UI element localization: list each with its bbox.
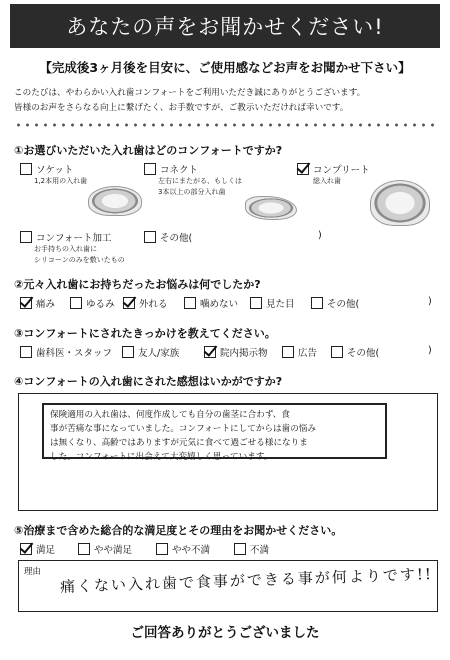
q3-other-close: ) <box>428 345 432 356</box>
q2-option-looseness[interactable]: ゆるみ <box>70 296 115 310</box>
q2-option-appearance[interactable]: 見た目 <box>250 296 295 310</box>
q5-option-somewhat-dissatisfied[interactable]: やや不満 <box>156 542 210 556</box>
checkbox-checked[interactable] <box>297 163 309 175</box>
intro-line: このたびは、やわらかい入れ歯コンフォートをご利用いただき誠にありがとうございます。 <box>14 88 366 98</box>
partial-denture-image <box>88 186 142 216</box>
checkbox[interactable] <box>282 346 294 358</box>
question-1-title: ①お選びいただいた入れ歯はどのコンフォートですか? <box>14 144 283 157</box>
checkbox-checked[interactable] <box>20 543 32 555</box>
checkbox[interactable] <box>78 543 90 555</box>
closing-message: ご回答ありがとうございました <box>130 625 320 641</box>
q1-option-other[interactable]: その他( <box>144 230 192 244</box>
reason-label: 理由 <box>24 567 42 577</box>
header-banner <box>10 4 440 48</box>
checkbox[interactable] <box>184 297 196 309</box>
connect-denture-image <box>245 196 297 220</box>
checkbox[interactable] <box>311 297 323 309</box>
q5-option-somewhat-satisfied[interactable]: やや満足 <box>78 542 132 556</box>
intro-line: 皆様のお声をさらなる向上に繋げたく、お手数ですが、ご教示いただければ幸いです。 <box>14 103 349 113</box>
q1-option-comfort-processing[interactable]: コンフォート加工 お手持ちの入れ歯に シリコーンのみを敷いたもの <box>20 230 125 266</box>
q3-option-clinic-poster[interactable]: 院内掲示物 <box>204 345 268 359</box>
q1-option-connect[interactable]: コネクト 左右にまたがる、もしくは 3本以上の部分入れ歯 <box>144 162 242 198</box>
checkbox[interactable] <box>20 163 32 175</box>
question-4-title: ④コンフォートの入れ歯にされた感想はいかがですか? <box>14 375 283 388</box>
checkbox-checked[interactable] <box>204 346 216 358</box>
question-2-title: ②元々入れ歯にお持ちだったお悩みは何でしたか? <box>14 278 261 291</box>
q3-option-advertisement[interactable]: 広告 <box>282 345 317 359</box>
checkbox-checked[interactable] <box>123 297 135 309</box>
q2-option-pain[interactable]: 痛み <box>20 296 55 310</box>
q2-option-cannot-chew[interactable]: 噛めない <box>184 296 238 310</box>
question-5-title: ⑤治療まで含めた総合的な満足度とその理由をお聞かせください。 <box>14 524 343 537</box>
checkbox[interactable] <box>234 543 246 555</box>
q1-option-socket[interactable]: ソケット 1,2本用の入れ歯 <box>20 162 87 187</box>
checkbox[interactable] <box>144 231 156 243</box>
q3-option-friend-family[interactable]: 友人/家族 <box>122 345 179 359</box>
checkbox[interactable] <box>331 346 343 358</box>
q1-other-close: ) <box>318 230 322 241</box>
complete-denture-image <box>370 180 430 226</box>
page-title: あなたの声をお聞かせください! <box>66 15 384 39</box>
checkbox[interactable] <box>20 346 32 358</box>
q2-option-falls-out[interactable]: 外れる <box>123 296 168 310</box>
q5-option-satisfied[interactable]: 満足 <box>20 542 55 556</box>
q2-option-other[interactable]: その他( <box>311 296 359 310</box>
q3-option-other[interactable]: その他( <box>331 345 379 359</box>
dotted-divider <box>14 122 438 128</box>
question-3-title: ③コンフォートにされたきっかけを教えてください。 <box>14 327 276 340</box>
q1-option-complete[interactable]: コンプリート 総入れ歯 <box>297 162 370 187</box>
intro-text <box>14 86 440 116</box>
q4-answer-text: 保険適用の入れ歯は、何度作成しても自分の歯茎に合わず、食 事が苦痛な事になっていました。コンフォートにしてからは歯の悩み は無くなり、高齢ではありますが元気に食べて過ごせる様になりま した。コンフォートに出会えて大変嬉しく思っています。 <box>42 403 387 459</box>
subtitle: 【完成後3ヶ月後を目安に、ご使用感などお声をお聞かせ下さい】 <box>39 60 411 75</box>
q2-other-close: ) <box>428 296 432 307</box>
checkbox[interactable] <box>156 543 168 555</box>
checkbox[interactable] <box>144 163 156 175</box>
checkbox-checked[interactable] <box>20 297 32 309</box>
q5-option-dissatisfied[interactable]: 不満 <box>234 542 269 556</box>
q3-option-dental-staff[interactable]: 歯科医・スタッフ <box>20 345 112 359</box>
checkbox[interactable] <box>20 231 32 243</box>
checkbox[interactable] <box>250 297 262 309</box>
checkbox[interactable] <box>122 346 134 358</box>
reason-handwritten-text: 痛くない入れ歯で食事ができる事が何よりです!! <box>59 564 434 596</box>
checkbox[interactable] <box>70 297 82 309</box>
